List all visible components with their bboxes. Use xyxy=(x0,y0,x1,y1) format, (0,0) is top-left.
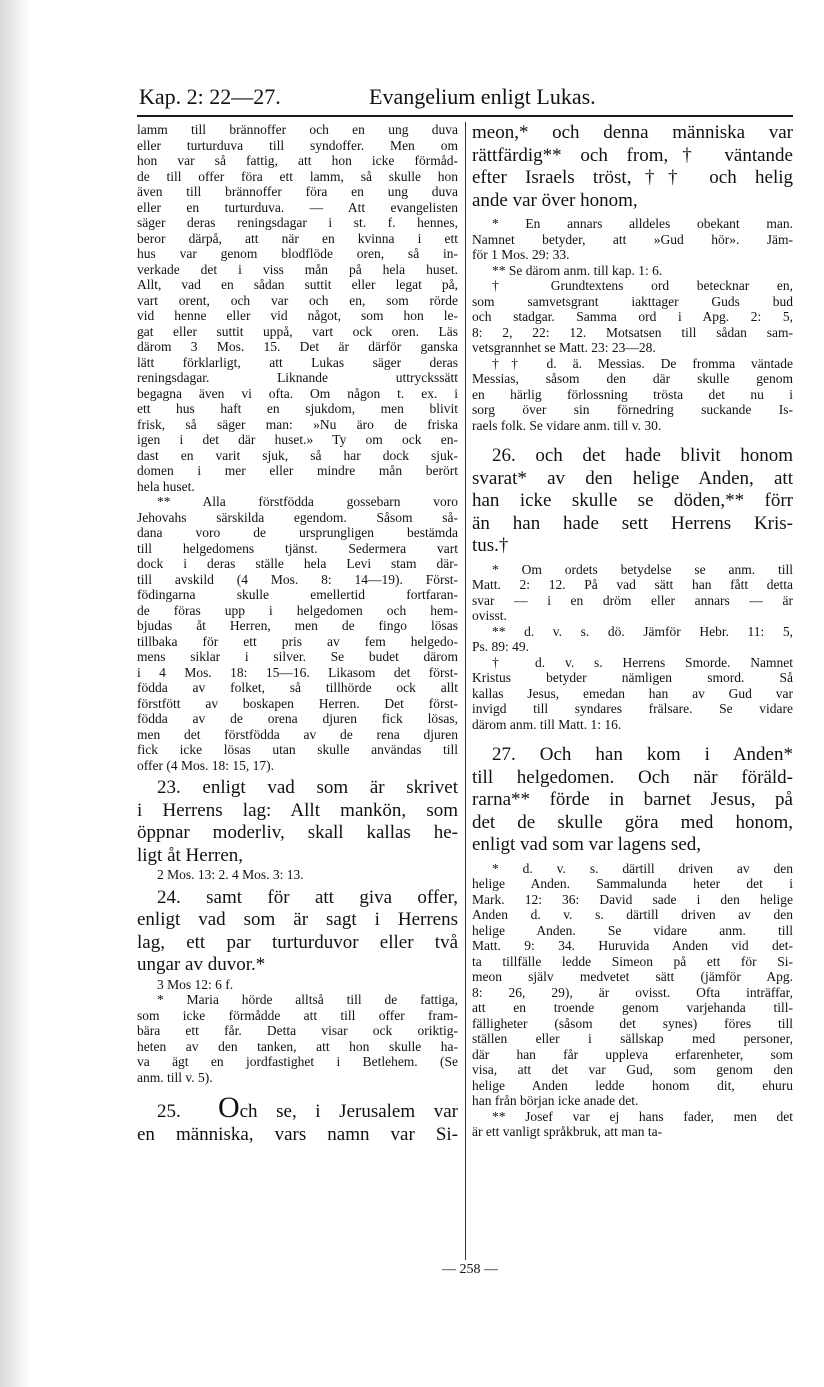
text-line: enligt vad som är sagt i Herrens xyxy=(137,909,458,930)
text-line: eller turturduva till syndoffer. Men om xyxy=(137,137,458,153)
text-line: meon,* och denna människa var xyxy=(472,122,793,143)
text-line: en härlig förlossning trösta det nu i xyxy=(472,386,793,402)
header-rule xyxy=(137,115,793,117)
text-line: därom 3 Mos. 15. Det är därför ganska xyxy=(137,339,458,354)
running-title: Evangelium enligt Lukas. xyxy=(369,84,596,109)
text-line: ** Se därom anm. till kap. 1: 6. xyxy=(492,262,663,278)
text-line: Anden d. v. s. därtill driven av den xyxy=(472,907,793,922)
text-line: födingarna skulle emellertid fortfaran- xyxy=(137,587,458,602)
text-line: tus.† xyxy=(472,535,509,556)
text-line: meon själv medvetet sätt (jämför Apg. xyxy=(472,969,793,984)
text-line: bjudas åt Herren, men de fingo lösas xyxy=(137,618,458,633)
text-line: 27. Och han kom i Anden* xyxy=(492,744,793,765)
text-line: hela huset. xyxy=(137,478,195,494)
text-line: tillbaka för ett pris av fem helgedo- xyxy=(137,633,458,649)
text-line: som icke förmådde att till offer fram- xyxy=(137,1007,458,1023)
text-line: kallas Jesus, emedan han av Gud var xyxy=(472,685,793,701)
text-line: svarat* av den helige Anden, att xyxy=(472,467,793,489)
text-line: i 4 Mos. 18: 15—16. Likasom det först- xyxy=(137,664,458,680)
text-line: sorg över sin förnedring suckande Is- xyxy=(472,402,793,417)
text-line: till helgedomens tjänst. Sedermera vart xyxy=(137,540,458,556)
verse-25-continued xyxy=(472,122,793,212)
text-line: säger deras reningsdagar i st. f. hennes, xyxy=(137,215,458,230)
text-line: mens siklar i silver. Se budet därom xyxy=(137,649,458,664)
text-line: verkade det i viss mån på hela huset. xyxy=(137,261,458,277)
text-line: ** Josef var ej hans fader, men det xyxy=(492,1108,793,1124)
text-line: för 1 Mos. 29: 33. xyxy=(472,247,570,262)
text-line: fälligheter (såsom det synes) föres till xyxy=(472,1015,793,1031)
cross-reference xyxy=(137,867,458,883)
text-line: ungar av duvor.* xyxy=(137,954,266,975)
text-line: Mark. 12: 36: David sade i den helige xyxy=(472,891,793,907)
text-line: dast en varit sjuk, så har dock sjuk- xyxy=(137,447,458,463)
text-line: ett hus haft en sjukdom, men blivit xyxy=(137,401,458,416)
verse-27 xyxy=(472,744,793,857)
text-line: födda av de orena djuren fick lösas, xyxy=(137,711,458,726)
text-line: * d. v. s. därtill driven av den xyxy=(492,860,793,876)
text-line: därom anm. till Matt. 1: 16. xyxy=(472,716,622,732)
verse-number: 25. xyxy=(157,1101,181,1122)
text-line: i Herrens lag: Allt mankön, som xyxy=(137,799,458,821)
text-line: efter Israels tröst,†† och helig xyxy=(472,167,793,188)
text-line: ande var över honom, xyxy=(472,189,638,211)
text-line: Namnet betyder, att »Gud hör». Jäm- xyxy=(472,231,793,247)
text-line: fick icke lösas utan skulle användas till xyxy=(137,742,458,757)
text-line: öppnar moderliv, skall kallas he- xyxy=(137,822,458,843)
text-line: dock i deras ställe hela Levi stam där- xyxy=(137,556,458,571)
text-line: bära ett får. Detta visar ock oriktig- xyxy=(137,1023,458,1038)
text-line: vid henne eller vid något, som hon le- xyxy=(137,308,458,323)
text-line: dana voro de ursprungligen bestämda xyxy=(137,525,458,540)
text-line: rarna** förde in barnet Jesus, på xyxy=(472,789,793,810)
text-line: till helgedomen. Och när föräld- xyxy=(472,766,793,788)
text-line: helige Anden. Sammalunda heter det i xyxy=(472,876,793,891)
text-line: Allt, vad en sådan suttit eller legat på, xyxy=(137,277,458,292)
text-line: anm. till v. 5). xyxy=(137,1069,213,1085)
text-line: att en troende genom varjehanda till- xyxy=(472,1000,793,1015)
text-line: Jehovahs särskilda egendom. Såsom så- xyxy=(137,509,458,525)
text-line: † d. v. s. Herrens Smorde. Namnet xyxy=(492,654,793,670)
verse-text: ch se, i Jerusalem var xyxy=(239,1101,458,1122)
text-line: helige Anden. Se vidare anm. till xyxy=(472,922,793,938)
text-line: reningsdagar. Liknande uttryckssätt xyxy=(137,370,458,385)
footnote-block xyxy=(137,992,458,1085)
text-line: 8: 2, 22: 12. Motsatsen till sådan sam- xyxy=(472,324,793,340)
text-line: raels folk. Se vidare anm. till v. 30. xyxy=(472,417,662,433)
verse-25 xyxy=(137,1097,458,1146)
text-line: lamm till brännoffer och en ung duva xyxy=(137,122,458,137)
text-line: än han hade sett Herrens Kris- xyxy=(472,512,793,534)
text-line: lag, ett par turturduvor eller två xyxy=(137,931,458,953)
text-line: Matt. 9: 34. Huruvida Anden vid det- xyxy=(472,938,793,953)
text-line: de föras upp i helgedomen och hem- xyxy=(137,602,458,618)
text-line: eller en turturduva. — Att evangelisten xyxy=(137,199,458,215)
cross-reference-text: 3 Mos 12: 6 f. xyxy=(157,976,234,992)
drop-cap: O xyxy=(217,1097,240,1124)
text-line: vetsgrannhet se Matt. 23: 23—28. xyxy=(472,340,656,355)
verse-23 xyxy=(137,777,458,867)
text-line: det de skulle göra med honom, xyxy=(472,811,793,833)
footnote-block xyxy=(137,494,458,773)
text-line: hus var genom blodflöde oren, så in- xyxy=(137,246,458,261)
text-line: heten av den tanken, att hon skulle ha- xyxy=(137,1038,458,1054)
text-line: va ägt en jordfastighet i Betlehem. (Se xyxy=(137,1054,458,1069)
text-line: ta tillfälle ledde Simeon på ett för Si- xyxy=(472,953,793,969)
text-line: 23. enligt vad som är skrivet xyxy=(157,777,458,798)
text-line: * Maria hörde alltså till de fattiga, xyxy=(157,992,458,1007)
cross-reference-text: 2 Mos. 13: 2. 4 Mos. 3: 13. xyxy=(157,867,304,882)
text-line: ** d. v. s. dö. Jämför Hebr. 11: 5, xyxy=(492,623,793,639)
text-line: domen i mer eller mindre mån berört xyxy=(137,463,458,478)
text-line: Messias, såsom den där skulle genom xyxy=(472,371,793,386)
text-line: Ps. 89: 49. xyxy=(472,639,530,654)
right-column xyxy=(472,122,793,1140)
footnote-block xyxy=(137,122,458,494)
text-line: där han får uppleva erfarenheter, som xyxy=(472,1046,793,1062)
text-line: lätt förklarligt, att Lukas säger deras xyxy=(137,354,458,370)
text-line: 8: 26, 29), är ovisst. Ofta inträffar, xyxy=(472,984,793,1000)
page-number: — 258 — xyxy=(442,1262,498,1277)
verse-26 xyxy=(472,445,793,558)
text-line: invigd till syndares frälsare. Se vidare xyxy=(472,701,793,716)
text-line: 24. samt för att giva offer, xyxy=(157,886,458,908)
scan-edge-shadow xyxy=(0,0,30,1387)
text-line: förstfött av boskapen Herren. Det först- xyxy=(137,695,458,711)
text-line: ställen eller i sällskap med personer, xyxy=(472,1031,793,1046)
page-header xyxy=(139,84,792,114)
text-line: beror därpå, att när en kvinna i ett xyxy=(137,230,458,246)
text-line: † Grundtextens ord betecknar en, xyxy=(492,278,793,293)
text-line: vart orent, och var och en, som rörde xyxy=(137,292,458,308)
text-line: begagna även vi ofta. Om någon t. ex. i xyxy=(137,385,458,401)
text-line: ligt åt Herren, xyxy=(137,844,244,866)
column-divider xyxy=(465,122,466,1260)
left-column xyxy=(137,122,458,1146)
text-line: 26. och det hade blivit honom xyxy=(492,445,793,466)
text-line: han icke skulle se döden,** förr xyxy=(472,490,793,511)
text-line: som samvetsgrant iakttager Guds bud xyxy=(472,293,793,309)
text-line: * Om ordets betydelse se anm. till xyxy=(492,561,793,577)
cross-reference xyxy=(137,977,458,993)
verse-line xyxy=(137,1097,458,1124)
verse-line: en människa, vars namn var Si- xyxy=(137,1123,458,1145)
text-line: frisk, så säger man: »Nu äro de friska xyxy=(137,416,458,432)
text-line: helige Anden ledde honom dit, ehuru xyxy=(472,1077,793,1093)
verse-24 xyxy=(137,887,458,977)
text-line: visa, att det var Gud, som genom den xyxy=(472,1062,793,1077)
text-line: men det förstfödda av de rena djuren xyxy=(137,726,458,742)
text-line: han från början icke anade det. xyxy=(472,1093,639,1108)
text-line: rättfärdig** och from,† väntande xyxy=(472,144,793,166)
footnote-block xyxy=(472,861,793,1140)
text-line: till avskild (4 Mos. 8: 14—19). Först- xyxy=(137,571,458,587)
text-line: ovisst. xyxy=(472,608,507,623)
text-line: Matt. 2: 12. På vad sätt han fått detta xyxy=(472,577,793,592)
text-line: ** Alla förstfödda gossebarn voro xyxy=(157,494,458,509)
text-line: offer (4 Mos. 18: 15, 17). xyxy=(137,757,274,773)
chapter-reference: Kap. 2: 22—27. xyxy=(139,84,281,109)
text-line: Kristus betyder nämligen smord. Så xyxy=(472,670,793,685)
text-line: enligt vad som var lagens sed, xyxy=(472,834,702,855)
text-line: och stadgar. Samma ord i Apg. 2: 5, xyxy=(472,309,793,324)
text-line: födda av folket, så tillhörde ock allt xyxy=(137,680,458,695)
text-line: hon var så fattig, att hon icke förmåd- xyxy=(137,153,458,168)
footnote-block xyxy=(472,216,793,433)
text-line: även till brännoffer föra en ung duva xyxy=(137,184,458,199)
text-line: de till offer föra ett lamm, så skulle hon xyxy=(137,168,458,184)
text-line: gat eller suttit uppå, vart ock oren. Läs xyxy=(137,323,458,339)
footnote-block xyxy=(472,562,793,733)
text-line: är ett vanligt språkbruk, att man ta- xyxy=(472,1124,663,1139)
text-line: igen i det där huset.» Ty om ock en- xyxy=(137,432,458,447)
text-line: * En annars alldeles obekant man. xyxy=(492,216,793,231)
text-line: svar — i en dröm eller annars — är xyxy=(472,592,793,608)
text-line: †† d. ä. Messias. De fromma väntade xyxy=(492,355,793,371)
